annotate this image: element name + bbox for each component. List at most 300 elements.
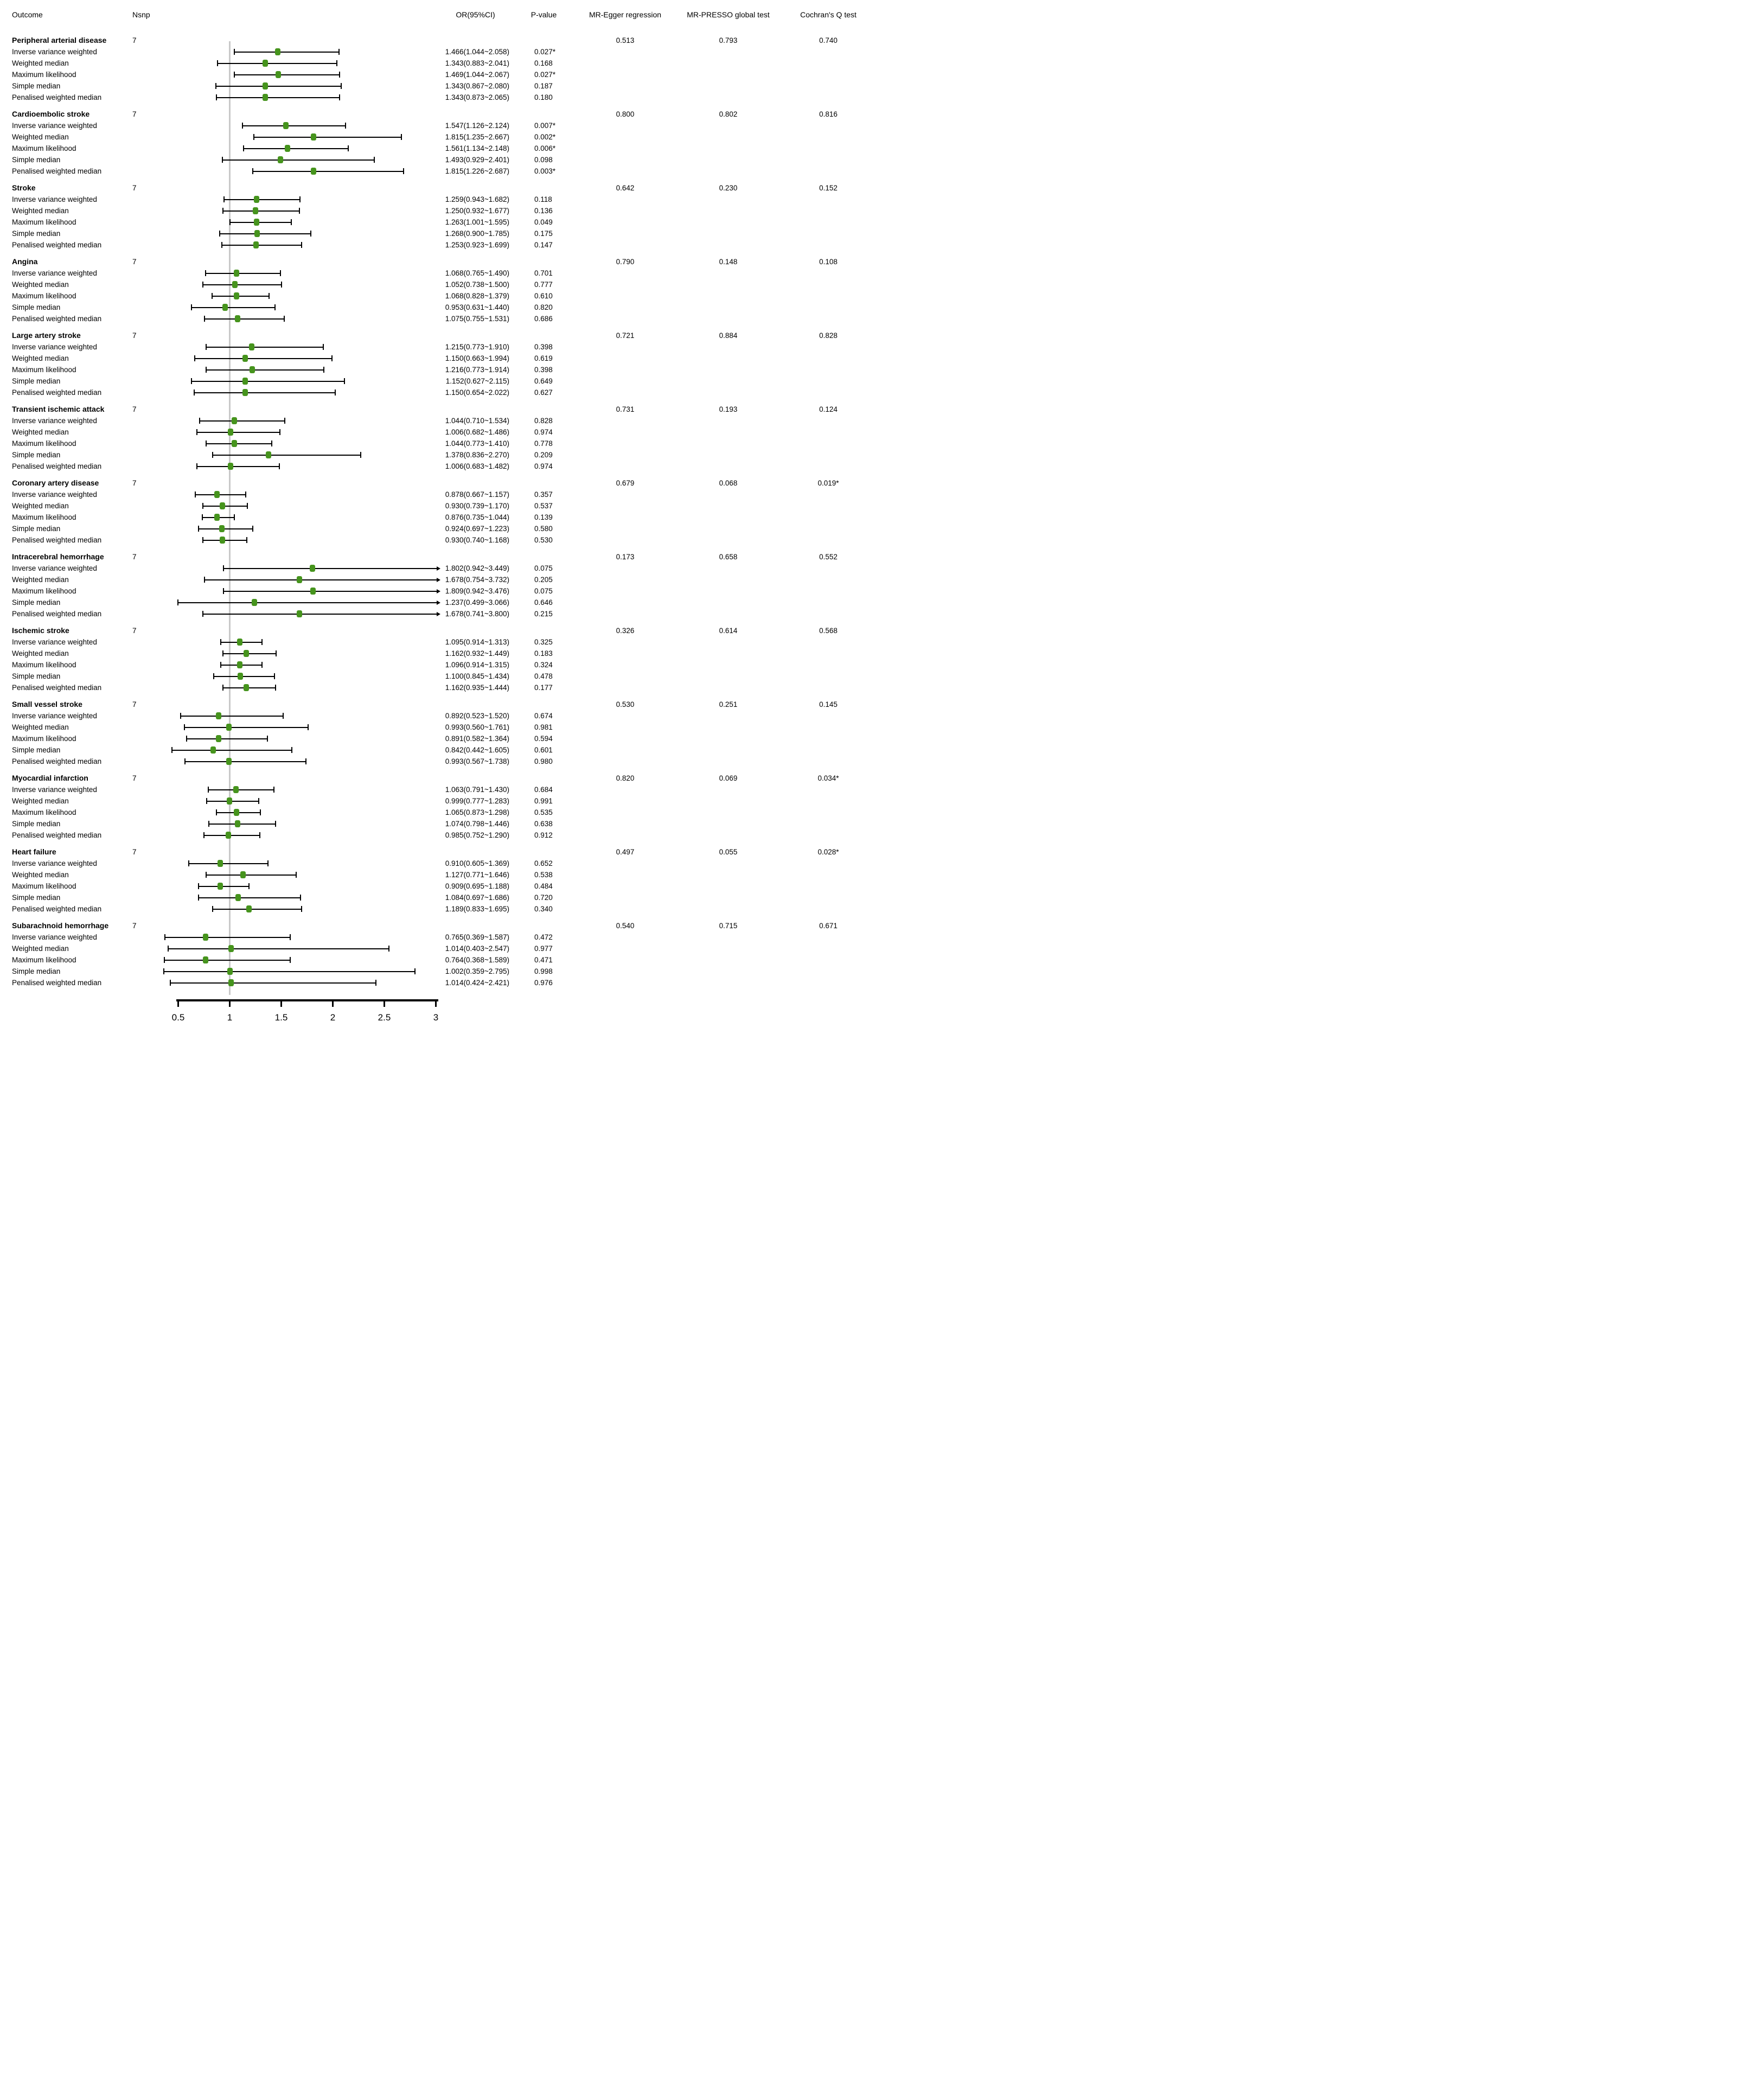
ci-upper-cap — [414, 968, 416, 974]
ci-upper-cap — [308, 724, 309, 730]
confidence-interval-line — [220, 233, 311, 234]
confidence-interval-line — [213, 455, 360, 456]
x-axis-tick — [229, 999, 231, 1007]
header-mr-egger: MR-Egger regression — [589, 10, 662, 19]
ci-plot-cell — [155, 892, 438, 903]
confidence-interval-line — [223, 568, 438, 569]
ci-plot-cell — [155, 733, 438, 744]
ci-plot-cell — [155, 267, 438, 279]
plot-cell-empty — [155, 625, 438, 636]
ci-lower-cap — [206, 344, 207, 350]
or-point-marker — [227, 968, 233, 975]
ci-plot-cell — [155, 46, 438, 58]
outcome-group — [12, 330, 876, 398]
confidence-interval-line — [223, 653, 276, 654]
or-point-marker — [244, 684, 249, 691]
ci-lower-cap — [220, 639, 221, 645]
forest-row — [12, 69, 876, 80]
confidence-interval-line — [199, 886, 250, 887]
ci-plot-cell — [155, 353, 438, 364]
p-value: 0.003* — [534, 167, 556, 175]
ci-plot-cell — [155, 784, 438, 795]
ci-lower-cap — [222, 208, 223, 214]
ci-plot-cell — [155, 648, 438, 659]
confidence-interval-line — [195, 358, 332, 359]
ci-plot-cell — [155, 69, 438, 80]
or-ci-value: 1.343(0.867~2.080) — [445, 82, 509, 90]
or-point-marker — [285, 145, 290, 152]
x-axis-tick-label: 1 — [227, 1012, 233, 1023]
ci-plot-cell — [155, 313, 438, 324]
forest-row — [12, 290, 876, 302]
method-label: Maximum likelihood — [12, 71, 76, 79]
nsnp-value: 7 — [132, 331, 137, 340]
mr-presso-p-value: 0.068 — [719, 479, 738, 487]
group-header-row — [12, 35, 876, 46]
header-p-value: P-value — [531, 10, 557, 19]
method-label: Weighted median — [12, 59, 69, 67]
ci-upper-cap — [279, 463, 280, 469]
ci-lower-cap — [234, 49, 235, 55]
ci-plot-cell — [155, 461, 438, 472]
or-ci-value: 1.044(0.773~1.410) — [445, 439, 509, 448]
or-ci-value: 1.215(0.773~1.910) — [445, 343, 509, 351]
ci-plot-cell — [155, 302, 438, 313]
cochran-q-p-value: 0.124 — [819, 405, 838, 413]
ci-upper-cap — [275, 821, 276, 827]
method-label: Inverse variance weighted — [12, 786, 97, 794]
or-point-marker — [214, 491, 220, 498]
cochran-q-p-value: 0.034* — [817, 774, 839, 782]
confidence-interval-line — [164, 971, 415, 972]
or-point-marker — [297, 610, 302, 617]
p-value: 0.471 — [534, 956, 553, 964]
or-ci-value: 0.891(0.582~1.364) — [445, 735, 509, 743]
method-label: Simple median — [12, 967, 61, 975]
p-value: 0.998 — [534, 967, 553, 975]
method-label: Penalised weighted median — [12, 979, 102, 987]
nsnp-value: 7 — [132, 36, 137, 44]
p-value: 0.912 — [534, 831, 553, 839]
ci-plot-cell — [155, 279, 438, 290]
group-header-row — [12, 551, 876, 563]
ci-plot-cell — [155, 80, 438, 92]
forest-row — [12, 512, 876, 523]
forest-row — [12, 302, 876, 313]
method-label: Maximum likelihood — [12, 735, 76, 743]
or-ci-value: 1.052(0.738~1.500) — [445, 280, 509, 289]
confidence-interval-line — [206, 369, 324, 371]
ci-lower-cap — [198, 895, 199, 901]
method-label: Simple median — [12, 672, 61, 680]
or-point-marker — [250, 366, 255, 373]
method-label: Maximum likelihood — [12, 513, 76, 521]
column-header-row — [12, 9, 876, 21]
or-ci-value: 1.127(0.771~1.646) — [445, 871, 509, 879]
or-point-marker — [218, 860, 223, 867]
or-ci-value: 1.162(0.935~1.444) — [445, 684, 509, 692]
group-header-row — [12, 846, 876, 858]
ci-upper-cap — [280, 270, 281, 276]
ci-plot-cell — [155, 290, 438, 302]
ci-lower-cap — [180, 713, 181, 719]
ci-clipped-arrow-icon — [437, 578, 440, 582]
or-ci-value: 1.815(1.226~2.687) — [445, 167, 509, 175]
p-value: 0.701 — [534, 269, 553, 277]
confidence-interval-line — [200, 420, 285, 422]
or-point-marker — [232, 417, 237, 424]
or-point-marker — [254, 196, 259, 203]
forest-row — [12, 375, 876, 387]
group-header-row — [12, 477, 876, 489]
method-label: Simple median — [12, 377, 61, 385]
or-point-marker — [228, 979, 234, 986]
or-ci-value: 1.815(1.235~2.667) — [445, 133, 509, 141]
ci-lower-cap — [177, 599, 178, 605]
confidence-interval-line — [253, 171, 404, 172]
p-value: 0.974 — [534, 462, 553, 470]
ci-plot-cell — [155, 438, 438, 449]
forest-row — [12, 608, 876, 620]
or-ci-value: 0.878(0.667~1.157) — [445, 490, 509, 499]
forest-row — [12, 818, 876, 829]
or-point-marker — [228, 945, 234, 952]
confidence-interval-line — [208, 789, 274, 790]
ci-lower-cap — [222, 157, 223, 163]
p-value: 0.981 — [534, 723, 553, 731]
ci-upper-cap — [260, 809, 261, 815]
ci-lower-cap — [212, 293, 213, 299]
or-ci-value: 1.044(0.710~1.534) — [445, 417, 509, 425]
group-header-row — [12, 773, 876, 784]
mr-egger-p-value: 0.790 — [616, 258, 635, 266]
confidence-interval-line — [222, 245, 302, 246]
method-label: Weighted median — [12, 354, 69, 362]
confidence-interval-line — [244, 148, 348, 149]
nsnp-value: 7 — [132, 774, 137, 782]
or-point-marker — [253, 241, 259, 248]
ci-lower-cap — [216, 94, 217, 100]
confidence-interval-line — [222, 159, 374, 161]
ci-upper-cap — [338, 49, 340, 55]
ci-lower-cap — [206, 872, 207, 878]
confidence-interval-line — [209, 824, 276, 825]
or-point-marker — [233, 786, 239, 793]
or-ci-value: 0.999(0.777~1.283) — [445, 797, 509, 805]
or-point-marker — [235, 315, 240, 322]
plot-cell-empty — [155, 330, 438, 341]
ci-plot-cell — [155, 563, 438, 574]
confidence-interval-line — [191, 381, 345, 382]
mr-egger-p-value: 0.513 — [616, 36, 635, 44]
forest-row — [12, 710, 876, 722]
ci-lower-cap — [202, 282, 203, 288]
ci-plot-cell — [155, 523, 438, 534]
mr-egger-p-value: 0.820 — [616, 774, 635, 782]
ci-plot-cell — [155, 500, 438, 512]
mr-egger-p-value: 0.642 — [616, 184, 635, 192]
mr-presso-p-value: 0.148 — [719, 258, 738, 266]
confidence-interval-line — [216, 97, 339, 98]
p-value: 0.686 — [534, 315, 553, 323]
p-value: 0.002* — [534, 133, 556, 141]
forest-row — [12, 92, 876, 103]
ci-upper-cap — [344, 378, 345, 384]
plot-cell-empty — [155, 256, 438, 267]
ci-plot-cell — [155, 387, 438, 398]
p-value: 0.601 — [534, 746, 553, 754]
plot-cell-empty — [155, 846, 438, 858]
group-header-row — [12, 182, 876, 194]
ci-plot-cell — [155, 829, 438, 841]
ci-plot-cell — [155, 858, 438, 869]
ci-clipped-arrow-icon — [437, 601, 440, 605]
method-label: Inverse variance weighted — [12, 195, 97, 203]
confidence-interval-line — [206, 875, 296, 876]
ci-plot-cell — [155, 977, 438, 988]
ci-plot-cell — [155, 608, 438, 620]
ci-plot-cell — [155, 120, 438, 131]
cochran-q-p-value: 0.028* — [817, 848, 839, 856]
ci-lower-cap — [198, 883, 199, 889]
ci-plot-cell — [155, 869, 438, 880]
ci-upper-cap — [245, 492, 246, 497]
confidence-interval-line — [203, 284, 282, 285]
outcome-label: Peripheral arterial disease — [12, 36, 107, 44]
or-point-marker — [226, 758, 232, 765]
confidence-interval-line — [197, 432, 280, 433]
or-ci-value: 0.764(0.368~1.589) — [445, 956, 509, 964]
forest-row — [12, 733, 876, 744]
group-header-row — [12, 108, 876, 120]
method-label: Simple median — [12, 820, 61, 828]
or-ci-value: 1.189(0.833~1.695) — [445, 905, 509, 913]
forest-row — [12, 869, 876, 880]
plot-cell-empty — [155, 35, 438, 46]
or-point-marker — [242, 378, 248, 385]
confidence-interval-line — [206, 273, 280, 274]
ci-lower-cap — [215, 83, 216, 89]
or-ci-value: 1.152(0.627~2.115) — [445, 377, 509, 385]
or-point-marker — [203, 934, 208, 941]
method-label: Simple median — [12, 893, 61, 902]
cochran-q-p-value: 0.740 — [819, 36, 838, 44]
p-value: 0.820 — [534, 303, 553, 311]
ci-upper-cap — [267, 736, 268, 742]
ci-lower-cap — [212, 452, 213, 458]
or-point-marker — [216, 735, 221, 742]
forest-row — [12, 387, 876, 398]
p-value: 0.638 — [534, 820, 553, 828]
cochran-q-p-value: 0.108 — [819, 258, 838, 266]
ci-upper-cap — [276, 650, 277, 656]
forest-row — [12, 131, 876, 143]
confidence-interval-line — [254, 137, 401, 138]
header-nsnp: Nsnp — [132, 10, 150, 19]
p-value: 0.006* — [534, 144, 556, 152]
or-ci-value: 1.150(0.663~1.994) — [445, 354, 509, 362]
group-header-row — [12, 920, 876, 931]
forest-row — [12, 46, 876, 58]
ci-upper-cap — [274, 304, 276, 310]
outcome-group — [12, 773, 876, 841]
or-point-marker — [226, 832, 231, 839]
ci-upper-cap — [259, 832, 260, 838]
method-label: Inverse variance weighted — [12, 48, 97, 56]
forest-row — [12, 205, 876, 216]
or-point-marker — [235, 894, 241, 901]
confidence-interval-line — [203, 614, 438, 615]
confidence-interval-line — [181, 716, 283, 717]
confidence-interval-line — [189, 863, 267, 864]
or-ci-value: 0.876(0.735~1.044) — [445, 513, 509, 521]
ci-upper-cap — [310, 231, 311, 237]
mr-egger-p-value: 0.731 — [616, 405, 635, 413]
confidence-interval-line — [165, 937, 290, 938]
or-point-marker — [275, 48, 280, 55]
p-value: 0.340 — [534, 905, 553, 913]
nsnp-value: 7 — [132, 922, 137, 930]
or-ci-value: 1.074(0.798~1.446) — [445, 820, 509, 828]
x-axis-tick-label: 2 — [330, 1012, 336, 1023]
ci-upper-cap — [305, 758, 306, 764]
p-value: 0.980 — [534, 757, 553, 765]
p-value: 0.484 — [534, 882, 553, 890]
or-point-marker — [254, 219, 259, 226]
ci-lower-cap — [184, 758, 186, 764]
ci-lower-cap — [163, 968, 164, 974]
ci-upper-cap — [348, 145, 349, 151]
confidence-interval-line — [172, 750, 292, 751]
mr-egger-p-value: 0.800 — [616, 110, 635, 118]
confidence-interval-line — [207, 801, 259, 802]
p-value: 0.684 — [534, 786, 553, 794]
ci-plot-cell — [155, 228, 438, 239]
or-point-marker — [220, 502, 225, 509]
confidence-interval-line — [242, 125, 346, 126]
outcome-label: Intracerebral hemorrhage — [12, 552, 104, 561]
x-axis-tick-label: 0.5 — [171, 1012, 185, 1023]
forest-row — [12, 267, 876, 279]
ci-plot-cell — [155, 512, 438, 523]
ci-lower-cap — [234, 72, 235, 78]
p-value: 0.976 — [534, 979, 553, 987]
ci-plot-cell — [155, 597, 438, 608]
ci-lower-cap — [170, 980, 171, 986]
p-value: 0.646 — [534, 598, 553, 607]
method-label: Penalised weighted median — [12, 315, 102, 323]
or-ci-value: 1.250(0.932~1.677) — [445, 207, 509, 215]
method-label: Penalised weighted median — [12, 167, 102, 175]
ci-lower-cap — [253, 134, 254, 140]
x-axis-tick — [280, 999, 282, 1007]
ci-plot-cell — [155, 807, 438, 818]
confidence-interval-line — [216, 86, 341, 87]
outcome-group — [12, 182, 876, 251]
or-ci-value: 0.985(0.752~1.290) — [445, 831, 509, 839]
or-point-marker — [276, 71, 281, 78]
confidence-interval-line — [184, 727, 308, 728]
ci-lower-cap — [164, 957, 165, 963]
p-value: 0.187 — [534, 82, 553, 90]
ci-upper-cap — [299, 208, 300, 214]
or-point-marker — [216, 712, 221, 719]
ci-plot-cell — [155, 585, 438, 597]
method-label: Inverse variance weighted — [12, 122, 97, 130]
x-axis-tick-label: 2.5 — [378, 1012, 391, 1023]
or-point-marker — [244, 650, 249, 657]
confidence-interval-line — [199, 897, 301, 898]
ci-plot-cell — [155, 722, 438, 733]
cochran-q-p-value: 0.671 — [819, 922, 838, 930]
ci-lower-cap — [222, 685, 223, 691]
group-header-row — [12, 699, 876, 710]
or-point-marker — [240, 871, 246, 878]
forest-row — [12, 426, 876, 438]
or-ci-value: 1.216(0.773~1.914) — [445, 366, 509, 374]
or-point-marker — [234, 270, 239, 277]
nsnp-value: 7 — [132, 848, 137, 856]
outcome-label: Small vessel stroke — [12, 700, 82, 708]
ci-upper-cap — [261, 639, 263, 645]
ci-plot-cell — [155, 880, 438, 892]
or-point-marker — [283, 122, 289, 129]
mr-presso-p-value: 0.793 — [719, 36, 738, 44]
method-label: Simple median — [12, 156, 61, 164]
or-ci-value: 1.014(0.424~2.421) — [445, 979, 509, 987]
p-value: 0.778 — [534, 439, 553, 448]
ci-lower-cap — [204, 577, 205, 583]
method-label: Weighted median — [12, 797, 69, 805]
ci-lower-cap — [202, 514, 203, 520]
mr-egger-p-value: 0.530 — [616, 700, 635, 708]
ci-lower-cap — [171, 747, 172, 753]
method-label: Weighted median — [12, 207, 69, 215]
ci-plot-cell — [155, 216, 438, 228]
outcome-label: Stroke — [12, 183, 36, 192]
forest-row — [12, 353, 876, 364]
confidence-interval-line — [206, 443, 272, 444]
p-value: 0.098 — [534, 156, 553, 164]
or-point-marker — [210, 746, 216, 754]
plot-cell-empty — [155, 699, 438, 710]
forest-row — [12, 795, 876, 807]
ci-plot-cell — [155, 165, 438, 177]
plot-cell-empty — [155, 920, 438, 931]
or-ci-value: 1.084(0.697~1.686) — [445, 893, 509, 902]
forest-row — [12, 438, 876, 449]
ci-upper-cap — [291, 747, 292, 753]
ci-upper-cap — [331, 355, 333, 361]
or-ci-value: 1.150(0.654~2.022) — [445, 388, 509, 397]
ci-upper-cap — [296, 872, 297, 878]
ci-upper-cap — [248, 883, 250, 889]
ci-upper-cap — [269, 293, 270, 299]
outcome-label: Coronary artery disease — [12, 478, 99, 487]
method-label: Penalised weighted median — [12, 93, 102, 101]
ci-plot-cell — [155, 954, 438, 966]
outcome-group — [12, 477, 876, 546]
ci-lower-cap — [184, 724, 185, 730]
p-value: 0.649 — [534, 377, 553, 385]
ci-lower-cap — [205, 270, 206, 276]
confidence-interval-line — [223, 591, 438, 592]
or-ci-value: 1.343(0.873~2.065) — [445, 93, 509, 101]
forest-row — [12, 449, 876, 461]
ci-lower-cap — [223, 565, 224, 571]
outcome-label: Large artery stroke — [12, 331, 81, 340]
ci-lower-cap — [212, 906, 213, 912]
